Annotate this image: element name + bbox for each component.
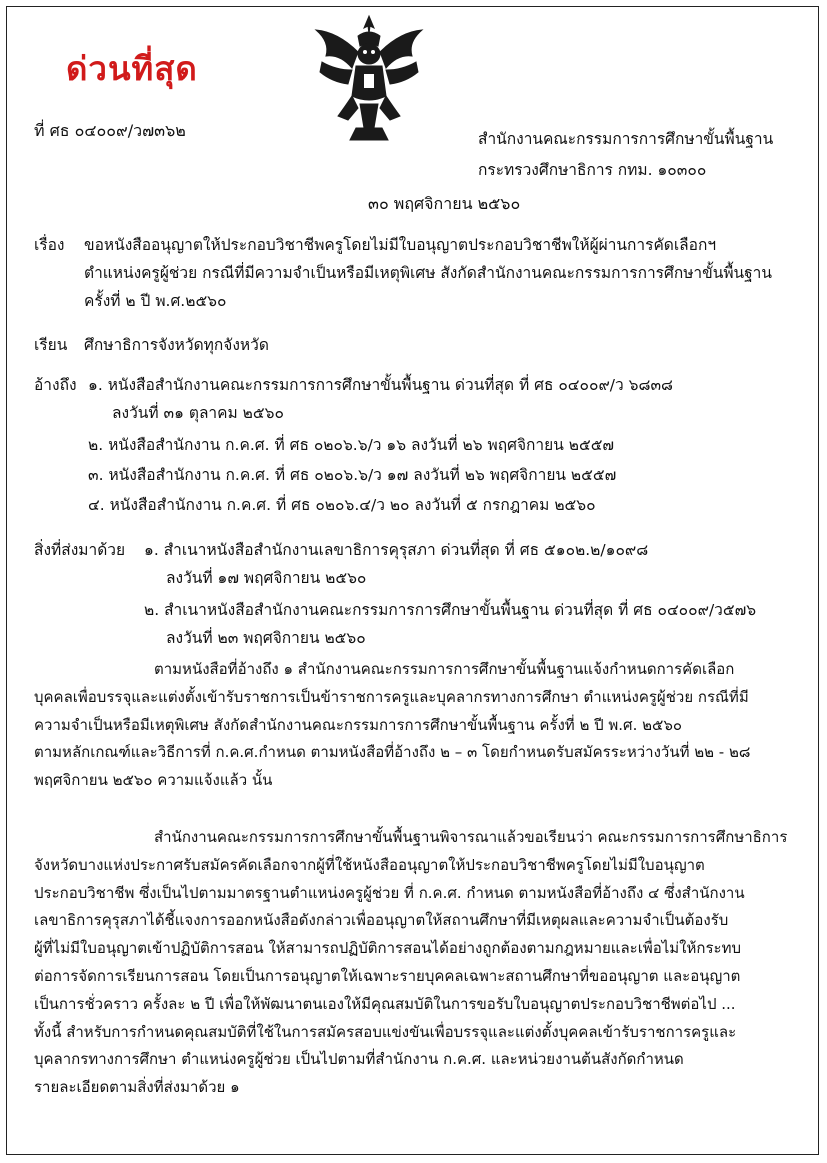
paragraph-line: ต่อการจัดการเรียนการสอน โดยเป็นการอนุญาตให้เฉพาะรายบุคคลเฉพาะสถานศึกษาที่ขออนุญาต และอนุญาต [34, 966, 741, 985]
body-paragraph-1 [34, 656, 794, 795]
org-line: กระทรวงศึกษาธิการ กทม. ๑๐๓๐๐ [478, 161, 707, 179]
paragraph-line: บุคลากรทางการศึกษา ตำแหน่งครูผู้ช่วย เป็นไปตามที่สำนักงาน ก.ค.ศ. และหน่วยงานต้นสังกัดกำหนด [34, 1050, 684, 1069]
paragraph-line: เลขาธิการคุรุสภาได้ชี้แจงการออกหนังสือดังกล่าวเพื่ออนุญาตให้สถานศึกษาที่มีเหตุผลและความจำเป็นต้องรับ [34, 911, 729, 930]
references-label: อ้างถึง [34, 376, 77, 394]
subject-line: ขอหนังสืออนุญาตให้ประกอบวิชาชีพครูโดยไม่มีใบอนุญาตประกอบวิชาชีพให้ผู้ผ่านการคัดเลือกฯ [84, 236, 717, 254]
org-line: สำนักงานคณะกรรมการการศึกษาขั้นพื้นฐาน [478, 130, 774, 148]
reference-item: ๒. หนังสือสำนักงาน ก.ค.ศ. ที่ ศธ ๐๒๐๖.๖/ว ๑๖ ลงวันที่ ๒๖ พฤศจิกายน ๒๕๕๗ [88, 436, 615, 454]
paragraph-line: บุคคลเพื่อบรรจุและแต่งตั้งเข้ารับราชการเป็นข้าราชการครูและบุคลากรทางการศึกษา ตำแหน่งครูผู้ช่วย กรณีที่มี [34, 687, 749, 706]
enclosure-item: ๒. สำเนาหนังสือสำนักงานคณะกรรมการการศึกษาขั้นพื้นฐาน ด่วนที่สุด ที่ ศธ ๐๔๐๐๙/ว๕๗๖ [144, 601, 757, 619]
enclosure-item: ลงวันที่ ๑๗ พฤศจิกายน ๒๕๖๐ [166, 569, 367, 587]
paragraph-line: พฤศจิกายน ๒๕๖๐ ความแจ้งแล้ว นั้น [34, 771, 273, 790]
recipient-label: เรียน [34, 336, 68, 354]
garuda-emblem-icon [308, 12, 430, 146]
document-number: ที่ ศธ ๐๔๐๐๙/ว๗๓๖๒ [34, 121, 186, 140]
subject-label: เรื่อง [34, 236, 65, 254]
body-paragraph-2 [34, 824, 794, 1102]
paragraph-line: ผู้ที่ไม่มีใบอนุญาตเข้าปฏิบัติการสอน ให้สามารถปฏิบัติการสอนได้อย่างถูกต้องตามกฎหมายและเพื่อไม่ให้กระทบ [34, 939, 741, 958]
enclosures-label: สิ่งที่ส่งมาด้วย [34, 541, 126, 559]
paragraph-line: ตามหลักเกณฑ์และวิธีการที่ ก.ค.ศ.กำหนด ตามหนังสือที่อ้างถึง ๒ – ๓ โดยกำหนดรับสมัครระหว่างวันที่ ๒๒ - ๒๘ [34, 743, 751, 762]
paragraph-line: ตามหนังสือที่อ้างถึง ๑ สำนักงานคณะกรรมการการศึกษาขั้นพื้นฐานแจ้งกำหนดการคัดเลือก [154, 660, 735, 678]
enclosure-item: ๑. สำเนาหนังสือสำนักงานเลขาธิการคุรุสภา ด่วนที่สุด ที่ ศธ ๕๑๐๒.๒/๑๐๙๘ [144, 541, 649, 559]
reference-item: ๔. หนังสือสำนักงาน ก.ค.ศ. ที่ ศธ ๐๒๐๖.๔/ว ๒๐ ลงวันที่ ๕ กรกฎาคม ๒๕๖๐ [88, 496, 596, 514]
recipient-text: ศึกษาธิการจังหวัดทุกจังหวัด [84, 336, 269, 354]
reference-item: ๑. หนังสือสำนักงานคณะกรรมการการศึกษาขั้นพื้นฐาน ด่วนที่สุด ที่ ศธ ๐๔๐๐๙/ว ๖๘๓๘ [88, 376, 674, 394]
issuing-organization [478, 124, 773, 186]
urgency-stamp: ด่วนที่สุด [66, 49, 198, 88]
subject-line: ตำแหน่งครูผู้ช่วย กรณีที่มีความจำเป็นหรือมีเหตุพิเศษ สังกัดสำนักงานคณะกรรมการการศึกษาขั้นพื้นฐาน [84, 264, 772, 282]
reference-item: ลงวันที่ ๓๑ ตุลาคม ๒๕๖๐ [112, 404, 284, 422]
reference-item: ๓. หนังสือสำนักงาน ก.ค.ศ. ที่ ศธ ๐๒๐๖.๖/ว ๑๗ ลงวันที่ ๒๖ พฤศจิกายน ๒๕๕๗ [88, 466, 617, 484]
enclosure-item: ลงวันที่ ๒๓ พฤศจิกายน ๒๕๖๐ [166, 629, 366, 647]
paragraph-line: ทั้งนี้ สำหรับการกำหนดคุณสมบัติที่ใช้ในการสมัครสอบแข่งขันเพื่อบรรจุและแต่งตั้งบุคคลเข้ารับราชการครูและ [34, 1022, 737, 1041]
paragraph-line: ประกอบวิชาชีพ ซึ่งเป็นไปตามมาตรฐานตำแหน่งครูผู้ช่วย ที่ ก.ค.ศ. กำหนด ตามหนังสือที่อ้างถึง ๔ ซึ่งสำนักงาน [34, 883, 745, 902]
paragraph-line: จังหวัดบางแห่งประกาศรับสมัครคัดเลือกจากผู้ที่ใช้หนังสืออนุญาตให้ประกอบวิชาชีพครูโดยไม่มีใบอนุญาต [34, 855, 705, 874]
paragraph-line: เป็นการชั่วคราว ครั้งละ ๒ ปี เพื่อให้พัฒนาตนเองให้มีคุณสมบัติในการขอรับใบอนุญาตประกอบวิชาชีพต่อไป ... [34, 994, 736, 1013]
paragraph-line: ความจำเป็นหรือมีเหตุพิเศษ สังกัดสำนักงานคณะกรรมการการศึกษาขั้นพื้นฐาน ครั้งที่ ๒ ปี พ.ศ. ๒๕๖๐ [34, 715, 683, 734]
paragraph-line: สำนักงานคณะกรรมการการศึกษาขั้นพื้นฐานพิจารณาแล้วขอเรียนว่า คณะกรรมการการศึกษาธิการ [154, 828, 788, 846]
paragraph-line: รายละเอียดตามสิ่งที่ส่งมาด้วย ๑ [34, 1078, 240, 1097]
document-date: ๓๐ พฤศจิกายน ๒๕๖๐ [368, 194, 521, 213]
subject-line: ครั้งที่ ๒ ปี พ.ศ.๒๕๖๐ [84, 292, 227, 310]
